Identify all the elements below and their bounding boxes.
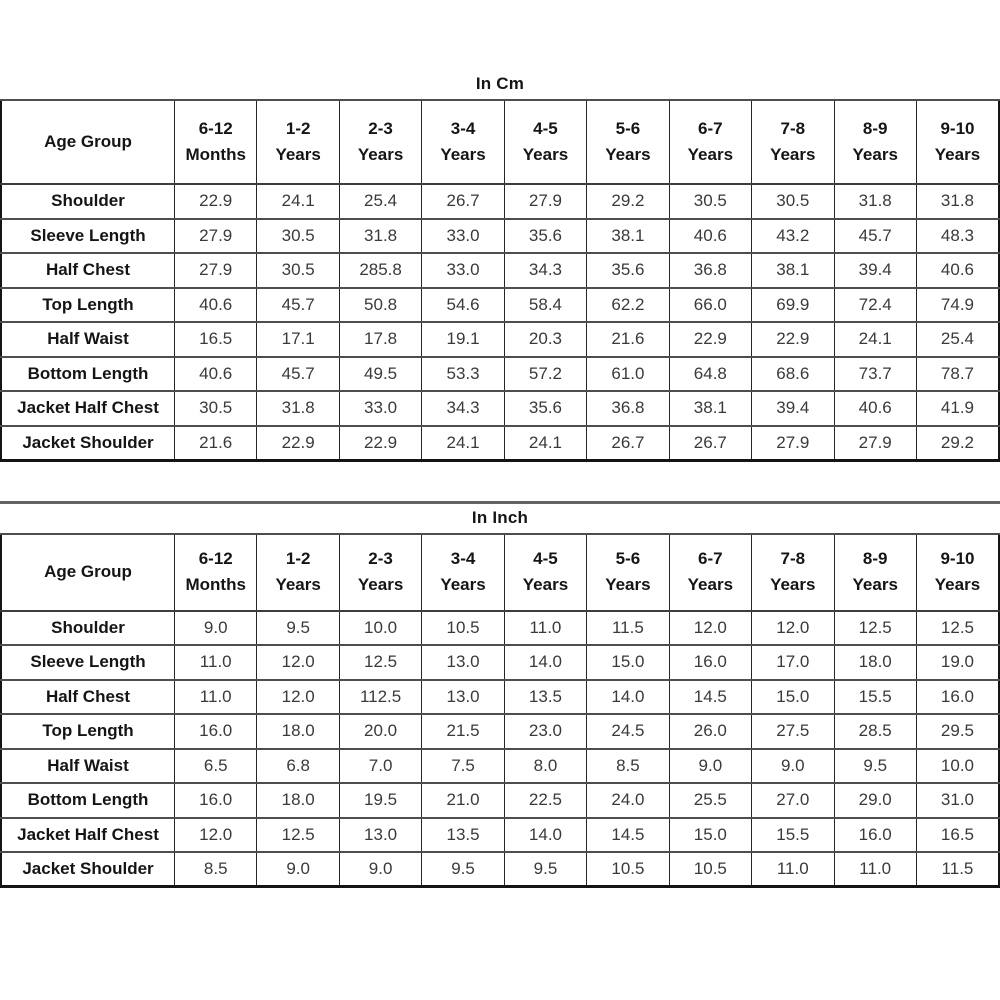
- measurement-value-cell: 7.5: [422, 749, 504, 784]
- row-label-cell: Half Chest: [1, 680, 175, 715]
- age-range-text: 8-9: [862, 118, 888, 138]
- measurement-value-cell: 10.5: [669, 852, 751, 887]
- measurement-value-cell: 40.6: [175, 288, 257, 323]
- measurement-value-cell: 16.5: [916, 818, 999, 853]
- measurement-value-cell: 22.9: [175, 184, 257, 219]
- measurement-value-cell: 31.8: [834, 184, 916, 219]
- age-group-header-cell: Age Group: [1, 100, 175, 184]
- measurement-value-cell: 26.0: [669, 714, 751, 749]
- measurement-row: [1, 611, 999, 646]
- measurement-value-cell: 11.0: [175, 645, 257, 680]
- measurement-value-cell: 13.0: [339, 818, 421, 853]
- measurement-value-cell: 58.4: [504, 288, 586, 323]
- measurement-value-cell: 38.1: [669, 391, 751, 426]
- age-unit-text: Years: [605, 145, 651, 164]
- measurement-value-cell: 10.5: [422, 611, 504, 646]
- header-row: [1, 100, 999, 184]
- age-column-header-cell: [669, 534, 751, 611]
- measurement-value-cell: 33.0: [422, 253, 504, 288]
- measurement-row: [1, 749, 999, 784]
- measurement-value-cell: 40.6: [175, 357, 257, 392]
- measurement-value-cell: 19.0: [916, 645, 999, 680]
- age-range-text: 5-6: [615, 118, 641, 138]
- age-column-header-cell: [834, 100, 916, 184]
- measurement-value-cell: 45.7: [257, 357, 339, 392]
- age-range-text: 6-7: [698, 548, 723, 568]
- measurement-value-cell: 16.0: [175, 714, 257, 749]
- age-range-text: 7-8: [780, 118, 806, 138]
- measurement-value-cell: 30.5: [257, 219, 339, 254]
- measurement-value-cell: 12.0: [175, 818, 257, 853]
- measurement-value-cell: 24.0: [587, 783, 669, 818]
- age-unit-text: Years: [770, 575, 816, 594]
- measurement-value-cell: 10.0: [339, 611, 421, 646]
- measurement-value-cell: 41.9: [916, 391, 999, 426]
- measurement-value-cell: 112.5: [339, 680, 421, 715]
- cm-table-title: In Cm: [475, 74, 525, 93]
- age-range-text: 9-10: [940, 548, 975, 568]
- measurement-value-cell: 8.5: [175, 852, 257, 887]
- measurement-value-cell: 31.8: [916, 184, 999, 219]
- measurement-value-cell: 30.5: [257, 253, 339, 288]
- measurement-value-cell: 12.5: [834, 611, 916, 646]
- measurement-value-cell: 21.0: [422, 783, 504, 818]
- measurement-value-cell: 39.4: [752, 391, 834, 426]
- row-label-cell: Shoulder: [1, 184, 175, 219]
- age-column-header-cell: [752, 534, 834, 611]
- age-column-header-cell: [834, 534, 916, 611]
- measurement-value-cell: 19.5: [339, 783, 421, 818]
- measurement-value-cell: 36.8: [587, 391, 669, 426]
- row-label-cell: Jacket Half Chest: [1, 818, 175, 853]
- age-unit-text: Years: [357, 145, 404, 164]
- measurement-value-cell: 13.0: [422, 680, 504, 715]
- age-column-header-cell: [504, 534, 586, 611]
- age-unit-text: Years: [522, 145, 569, 164]
- age-unit-text: Years: [770, 145, 816, 164]
- measurement-value-cell: 11.5: [916, 852, 999, 887]
- measurement-value-cell: 30.5: [669, 184, 751, 219]
- measurement-value-cell: 27.9: [175, 219, 257, 254]
- row-label-cell: Sleeve Length: [1, 645, 175, 680]
- measurement-row: [1, 322, 999, 357]
- measurement-value-cell: 8.0: [504, 749, 586, 784]
- measurement-value-cell: 74.9: [916, 288, 999, 323]
- measurement-value-cell: 15.0: [752, 680, 834, 715]
- measurement-value-cell: 21.5: [422, 714, 504, 749]
- measurement-value-cell: 26.7: [669, 426, 751, 461]
- measurement-value-cell: 12.5: [916, 611, 999, 646]
- measurement-value-cell: 18.0: [257, 783, 339, 818]
- age-column-header-cell: [587, 100, 669, 184]
- measurement-value-cell: 33.0: [422, 219, 504, 254]
- age-unit-text: Years: [275, 575, 321, 594]
- measurement-value-cell: 22.9: [257, 426, 339, 461]
- row-label-cell: Top Length: [1, 288, 175, 323]
- measurement-value-cell: 17.1: [257, 322, 339, 357]
- row-label-cell: Half Chest: [1, 253, 175, 288]
- measurement-value-cell: 8.5: [587, 749, 669, 784]
- age-column-header-cell: [422, 100, 504, 184]
- measurement-value-cell: 9.0: [669, 749, 751, 784]
- measurement-value-cell: 43.2: [752, 219, 834, 254]
- measurement-value-cell: 15.5: [752, 818, 834, 853]
- measurement-value-cell: 29.2: [916, 426, 999, 461]
- age-unit-text: Years: [852, 575, 898, 594]
- age-range-text: 1-2: [285, 548, 311, 568]
- age-column-header-cell: [916, 100, 999, 184]
- measurement-value-cell: 62.2: [587, 288, 669, 323]
- age-column-header-cell: [257, 100, 339, 184]
- measurement-row: [1, 426, 999, 461]
- measurement-value-cell: 24.1: [504, 426, 586, 461]
- measurement-value-cell: 34.3: [422, 391, 504, 426]
- measurement-value-cell: 14.0: [504, 818, 586, 853]
- measurement-value-cell: 45.7: [257, 288, 339, 323]
- measurement-value-cell: 45.7: [834, 219, 916, 254]
- age-range-text: 6-7: [698, 118, 723, 138]
- measurement-value-cell: 12.5: [339, 645, 421, 680]
- measurement-value-cell: 25.5: [669, 783, 751, 818]
- measurement-value-cell: 16.0: [669, 645, 751, 680]
- age-column-header-cell: [175, 100, 257, 184]
- age-unit-text: Years: [275, 145, 321, 164]
- measurement-value-cell: 22.9: [752, 322, 834, 357]
- measurement-value-cell: 27.9: [834, 426, 916, 461]
- measurement-value-cell: 9.0: [257, 852, 339, 887]
- age-column-header-cell: [339, 534, 421, 611]
- measurement-value-cell: 49.5: [339, 357, 421, 392]
- measurement-value-cell: 54.6: [422, 288, 504, 323]
- measurement-value-cell: 22.9: [669, 322, 751, 357]
- age-unit-text: Years: [440, 575, 486, 594]
- measurement-value-cell: 78.7: [916, 357, 999, 392]
- measurement-value-cell: 14.0: [504, 645, 586, 680]
- age-range-text: 9-10: [940, 118, 975, 138]
- age-column-header-cell: [587, 534, 669, 611]
- measurement-row: [1, 680, 999, 715]
- age-column-header-cell: [339, 100, 421, 184]
- age-unit-text: Years: [605, 575, 651, 594]
- measurement-value-cell: 27.9: [175, 253, 257, 288]
- measurement-value-cell: 12.5: [257, 818, 339, 853]
- measurement-value-cell: 29.5: [916, 714, 999, 749]
- age-column-header-cell: [752, 100, 834, 184]
- measurement-value-cell: 9.5: [504, 852, 586, 887]
- age-column-header-cell: [669, 100, 751, 184]
- measurement-value-cell: 25.4: [339, 184, 421, 219]
- age-unit-text: Years: [357, 575, 404, 594]
- measurement-value-cell: 15.0: [669, 818, 751, 853]
- age-column-header-cell: [257, 534, 339, 611]
- measurement-value-cell: 64.8: [669, 357, 751, 392]
- age-column-header-cell: [422, 534, 504, 611]
- measurement-value-cell: 35.6: [504, 391, 586, 426]
- measurement-value-cell: 11.0: [834, 852, 916, 887]
- measurement-value-cell: 14.0: [587, 680, 669, 715]
- measurement-value-cell: 7.0: [339, 749, 421, 784]
- measurement-value-cell: 48.3: [916, 219, 999, 254]
- measurement-row: [1, 253, 999, 288]
- measurement-value-cell: 40.6: [916, 253, 999, 288]
- measurement-value-cell: 13.5: [504, 680, 586, 715]
- measurement-value-cell: 26.7: [587, 426, 669, 461]
- age-range-text: 6-12: [198, 118, 233, 138]
- measurement-value-cell: 15.0: [587, 645, 669, 680]
- measurement-value-cell: 9.0: [175, 611, 257, 646]
- measurement-value-cell: 24.1: [257, 184, 339, 219]
- measurement-value-cell: 29.0: [834, 783, 916, 818]
- measurement-value-cell: 24.1: [422, 426, 504, 461]
- row-label-cell: Jacket Shoulder: [1, 852, 175, 887]
- measurement-value-cell: 12.0: [257, 645, 339, 680]
- measurement-value-cell: 14.5: [587, 818, 669, 853]
- measurement-value-cell: 40.6: [834, 391, 916, 426]
- measurement-value-cell: 12.0: [752, 611, 834, 646]
- measurement-value-cell: 11.0: [752, 852, 834, 887]
- measurement-value-cell: 66.0: [669, 288, 751, 323]
- inch-size-table: [0, 533, 1000, 889]
- age-range-text: 6-12: [198, 548, 233, 568]
- measurement-value-cell: 16.0: [175, 783, 257, 818]
- age-range-text: 4-5: [533, 548, 558, 568]
- measurement-row: [1, 645, 999, 680]
- measurement-row: [1, 714, 999, 749]
- row-label-cell: Bottom Length: [1, 357, 175, 392]
- age-range-text: 2-3: [368, 118, 393, 138]
- row-label-cell: Jacket Half Chest: [1, 391, 175, 426]
- age-group-header-cell: Age Group: [1, 534, 175, 611]
- measurement-row: [1, 357, 999, 392]
- row-label-cell: Bottom Length: [1, 783, 175, 818]
- age-range-text: 1-2: [285, 118, 311, 138]
- measurement-value-cell: 53.3: [422, 357, 504, 392]
- measurement-value-cell: 6.8: [257, 749, 339, 784]
- measurement-value-cell: 33.0: [339, 391, 421, 426]
- measurement-row: [1, 219, 999, 254]
- measurement-value-cell: 16.5: [175, 322, 257, 357]
- measurement-value-cell: 38.1: [587, 219, 669, 254]
- age-range-text: 4-5: [533, 118, 558, 138]
- row-label-cell: Half Waist: [1, 749, 175, 784]
- measurement-value-cell: 27.9: [752, 426, 834, 461]
- measurement-value-cell: 35.6: [504, 219, 586, 254]
- age-unit-text: Years: [687, 145, 734, 164]
- measurement-value-cell: 11.0: [504, 611, 586, 646]
- measurement-value-cell: 39.4: [834, 253, 916, 288]
- measurement-value-cell: 22.9: [339, 426, 421, 461]
- measurement-value-cell: 13.0: [422, 645, 504, 680]
- measurement-value-cell: 21.6: [587, 322, 669, 357]
- measurement-value-cell: 28.5: [834, 714, 916, 749]
- measurement-value-cell: 50.8: [339, 288, 421, 323]
- measurement-value-cell: 31.8: [339, 219, 421, 254]
- measurement-value-cell: 13.5: [422, 818, 504, 853]
- measurement-row: [1, 783, 999, 818]
- measurement-row: [1, 852, 999, 887]
- measurement-value-cell: 40.6: [669, 219, 751, 254]
- age-unit-text: Months: [185, 145, 246, 164]
- measurement-value-cell: 30.5: [175, 391, 257, 426]
- row-label-cell: Top Length: [1, 714, 175, 749]
- measurement-value-cell: 20.0: [339, 714, 421, 749]
- measurement-value-cell: 9.5: [257, 611, 339, 646]
- row-label-cell: Half Waist: [1, 322, 175, 357]
- age-range-text: 3-4: [450, 118, 476, 138]
- inch-table-section: [0, 504, 1000, 889]
- measurement-value-cell: 24.5: [587, 714, 669, 749]
- age-range-text: 5-6: [615, 548, 641, 568]
- measurement-value-cell: 12.0: [257, 680, 339, 715]
- measurement-value-cell: 16.0: [916, 680, 999, 715]
- measurement-value-cell: 20.3: [504, 322, 586, 357]
- measurement-value-cell: 27.5: [752, 714, 834, 749]
- measurement-value-cell: 30.5: [752, 184, 834, 219]
- measurement-value-cell: 14.5: [669, 680, 751, 715]
- measurement-value-cell: 68.6: [752, 357, 834, 392]
- measurement-value-cell: 9.5: [422, 852, 504, 887]
- cm-table-section: [0, 0, 1000, 462]
- measurement-value-cell: 69.9: [752, 288, 834, 323]
- measurement-value-cell: 9.0: [339, 852, 421, 887]
- measurement-value-cell: 285.8: [339, 253, 421, 288]
- measurement-value-cell: 19.1: [422, 322, 504, 357]
- age-unit-text: Years: [687, 575, 734, 594]
- measurement-value-cell: 9.5: [834, 749, 916, 784]
- measurement-row: [1, 288, 999, 323]
- measurement-value-cell: 18.0: [834, 645, 916, 680]
- measurement-value-cell: 27.9: [504, 184, 586, 219]
- age-range-text: 2-3: [368, 548, 393, 568]
- age-unit-text: Years: [440, 145, 486, 164]
- cm-size-table: [0, 99, 1000, 462]
- measurement-value-cell: 17.0: [752, 645, 834, 680]
- measurement-value-cell: 29.2: [587, 184, 669, 219]
- age-range-text: 8-9: [862, 548, 888, 568]
- measurement-value-cell: 22.5: [504, 783, 586, 818]
- measurement-row: [1, 818, 999, 853]
- measurement-value-cell: 27.0: [752, 783, 834, 818]
- age-range-text: 7-8: [780, 548, 806, 568]
- age-unit-text: Years: [522, 575, 569, 594]
- row-label-cell: Shoulder: [1, 611, 175, 646]
- measurement-value-cell: 10.0: [916, 749, 999, 784]
- age-column-header-cell: [916, 534, 999, 611]
- age-unit-text: Years: [852, 145, 898, 164]
- measurement-value-cell: 12.0: [669, 611, 751, 646]
- age-unit-text: Years: [934, 575, 981, 594]
- measurement-value-cell: 21.6: [175, 426, 257, 461]
- measurement-value-cell: 25.4: [916, 322, 999, 357]
- measurement-value-cell: 36.8: [669, 253, 751, 288]
- measurement-value-cell: 18.0: [257, 714, 339, 749]
- measurement-value-cell: 26.7: [422, 184, 504, 219]
- measurement-value-cell: 72.4: [834, 288, 916, 323]
- age-range-text: 3-4: [450, 548, 476, 568]
- measurement-value-cell: 17.8: [339, 322, 421, 357]
- measurement-value-cell: 73.7: [834, 357, 916, 392]
- measurement-value-cell: 35.6: [587, 253, 669, 288]
- measurement-value-cell: 9.0: [752, 749, 834, 784]
- inch-table-title: In Inch: [471, 507, 529, 527]
- measurement-value-cell: 6.5: [175, 749, 257, 784]
- age-column-header-cell: [504, 100, 586, 184]
- measurement-row: [1, 184, 999, 219]
- measurement-value-cell: 57.2: [504, 357, 586, 392]
- measurement-row: [1, 391, 999, 426]
- measurement-value-cell: 16.0: [834, 818, 916, 853]
- measurement-value-cell: 10.5: [587, 852, 669, 887]
- age-unit-text: Years: [934, 145, 981, 164]
- age-column-header-cell: [175, 534, 257, 611]
- row-label-cell: Sleeve Length: [1, 219, 175, 254]
- age-unit-text: Months: [185, 575, 246, 594]
- measurement-value-cell: 11.0: [175, 680, 257, 715]
- measurement-value-cell: 31.8: [257, 391, 339, 426]
- measurement-value-cell: 24.1: [834, 322, 916, 357]
- header-row: [1, 534, 999, 611]
- measurement-value-cell: 34.3: [504, 253, 586, 288]
- measurement-value-cell: 11.5: [587, 611, 669, 646]
- measurement-value-cell: 15.5: [834, 680, 916, 715]
- measurement-value-cell: 38.1: [752, 253, 834, 288]
- measurement-value-cell: 61.0: [587, 357, 669, 392]
- measurement-value-cell: 31.0: [916, 783, 999, 818]
- measurement-value-cell: 23.0: [504, 714, 586, 749]
- row-label-cell: Jacket Shoulder: [1, 426, 175, 461]
